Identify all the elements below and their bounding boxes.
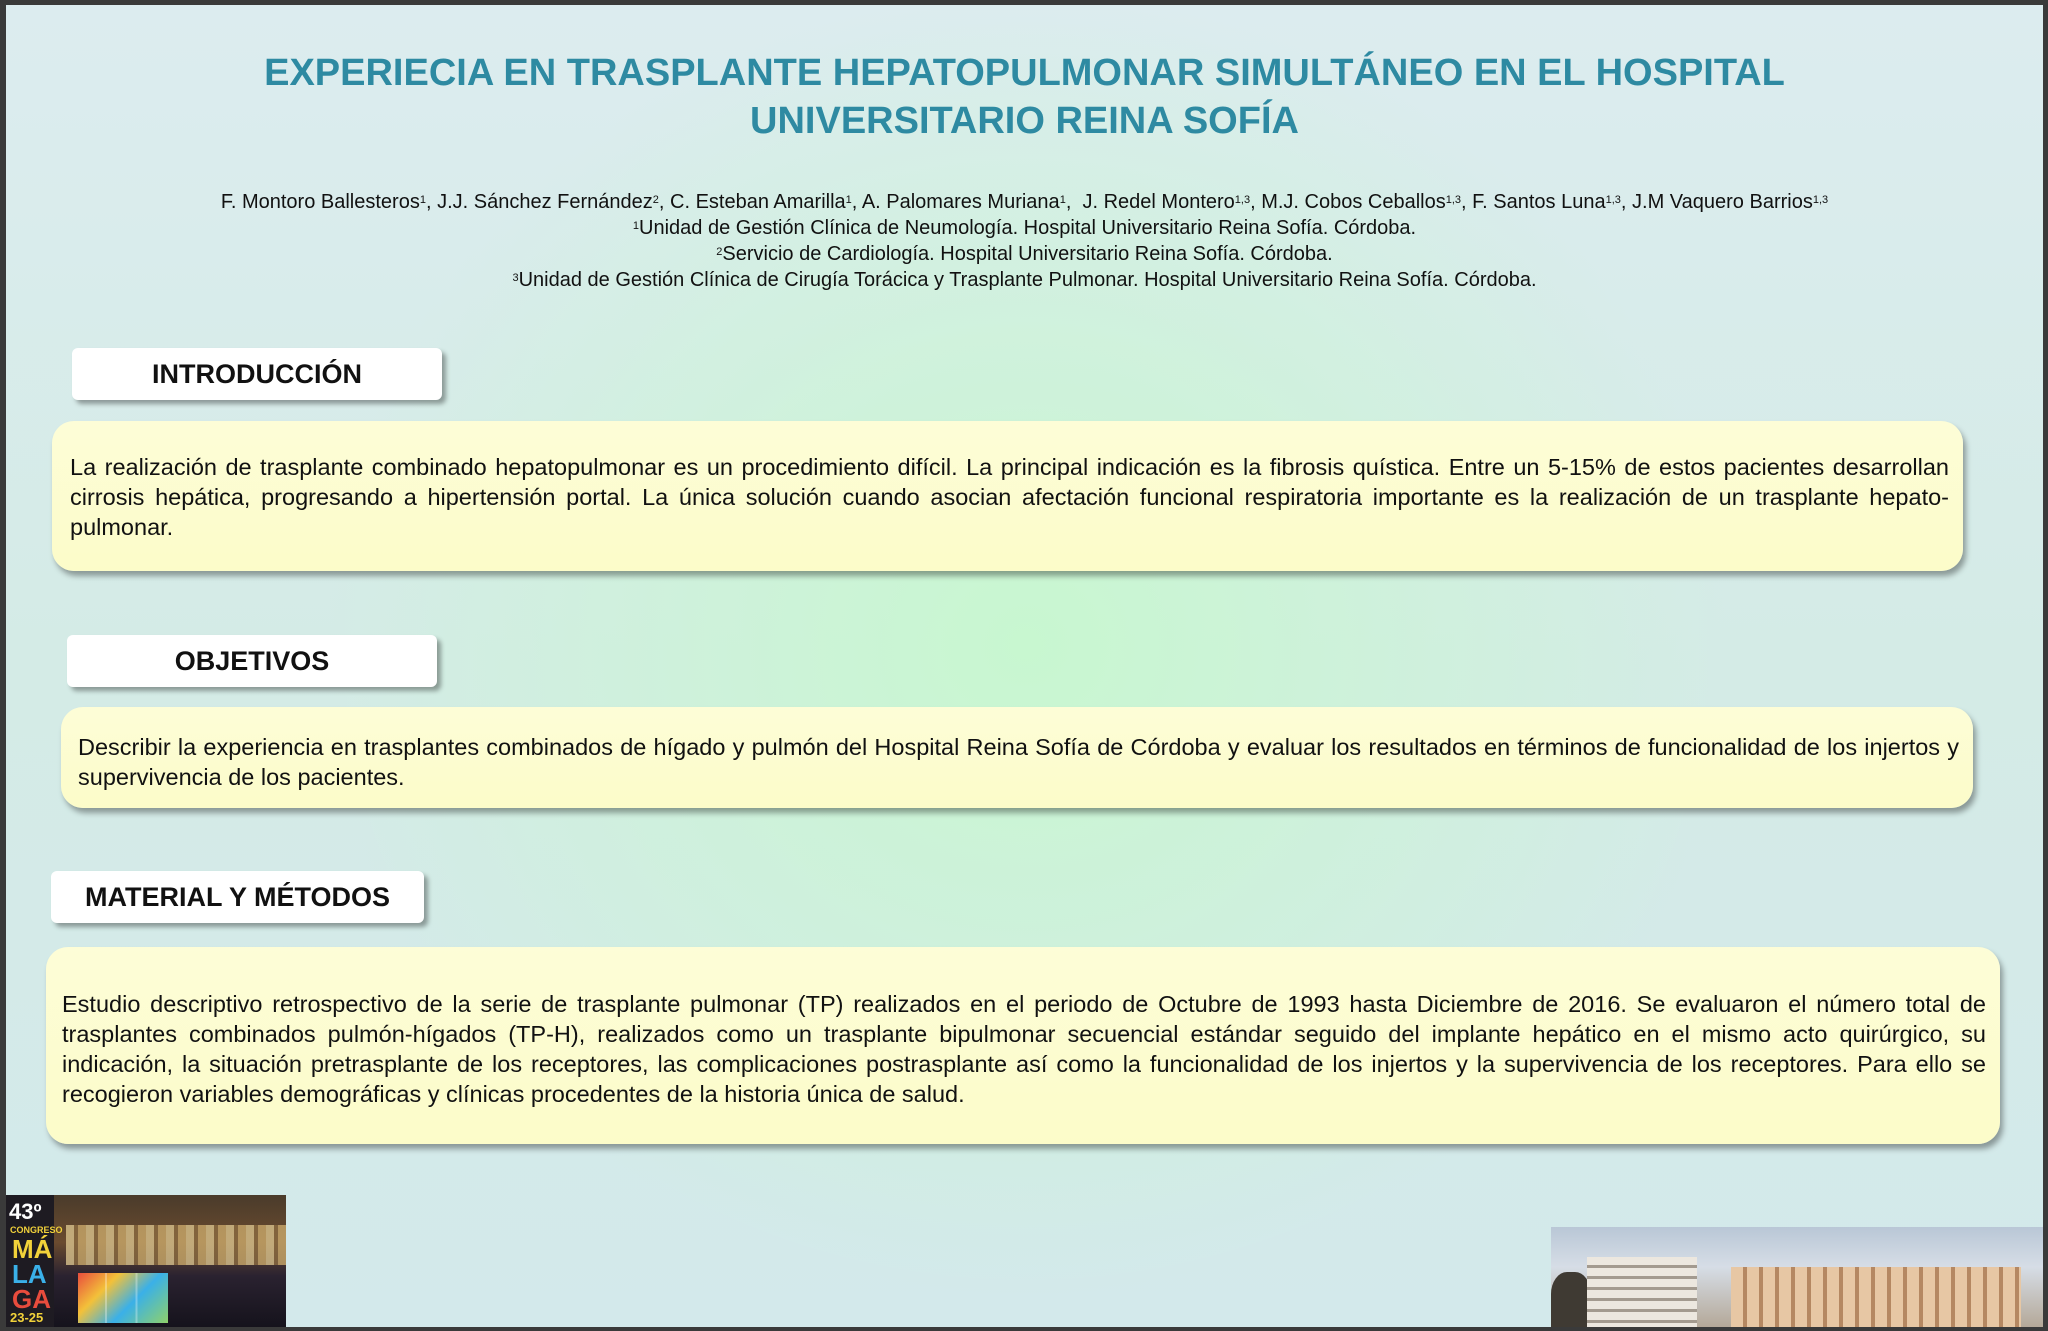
author-affiliation-marker: 1,3 <box>1234 194 1251 206</box>
author-name: J.M Vaquero Barrios <box>1632 191 1813 213</box>
author-affiliation-marker: 2 <box>652 194 659 206</box>
pompidou-cube-image <box>78 1273 168 1323</box>
author-name: M.J. Cobos Ceballos <box>1261 191 1446 213</box>
author-name: C. Esteban Amarilla <box>670 191 846 213</box>
author-affiliation-marker: 1,3 <box>1812 194 1829 206</box>
author-affiliation-marker: 1 <box>845 194 852 206</box>
hospital-building-white <box>1587 1257 1697 1327</box>
hospital-building-brick <box>1731 1267 2021 1327</box>
author-separator: , <box>851 191 862 213</box>
author-affiliation-marker: 1 <box>1059 194 1066 206</box>
tree-shape <box>1551 1272 1591 1327</box>
city-line-2: LA <box>12 1259 47 1289</box>
city-line-1: MÁ <box>12 1234 53 1264</box>
author-affiliation-marker: 1,3 <box>1445 194 1462 206</box>
author-separator: , <box>658 191 671 213</box>
author-separator: , <box>1620 191 1633 213</box>
affiliation-3 <box>6 267 2043 293</box>
congress-badge <box>6 1195 63 1327</box>
congress-logo <box>6 1195 286 1327</box>
title-line-2: UNIVERSITARIO REINA SOFÍA <box>750 100 1299 142</box>
affiliation-2 <box>6 241 2043 267</box>
author-name: F. Santos Luna <box>1472 191 1606 213</box>
affiliation-text: Unidad de Gestión Clínica de Cirugía Torácica y Trasplante Pulmonar. Hospital Universitario Reina Sofía. Córdoba. <box>518 269 1537 291</box>
affiliation-1 <box>6 215 2043 241</box>
author-separator: , <box>1461 191 1473 213</box>
affiliation-text: Unidad de Gestión Clínica de Neumología. Hospital Universitario Reina Sofía. Córdoba. <box>639 217 1417 239</box>
congress-dates: 23-25 <box>10 1310 44 1325</box>
hospital-photo <box>1551 1227 2043 1327</box>
author-affiliation-marker: 1 <box>419 194 426 206</box>
title-line-1: EXPERIECIA EN TRASPLANTE HEPATOPULMONAR SIMULTÁNEO EN EL HOSPITAL <box>264 52 1785 94</box>
section-heading-introduccion: INTRODUCCIÓN <box>72 348 442 400</box>
author-list <box>6 189 2043 215</box>
city-line-3: GA <box>12 1284 51 1314</box>
section-heading-material-metodos: MATERIAL Y MÉTODOS <box>51 871 424 923</box>
affiliation-text: Servicio de Cardiología. Hospital Universitario Reina Sofía. Córdoba. <box>722 243 1333 265</box>
author-separator: , <box>1065 191 1083 213</box>
author-separator: , <box>1250 191 1262 213</box>
section-body-objetivos: Describir la experiencia en trasplantes combinados de hígado y pulmón del Hospital Reina Sofía de Córdoba y evaluar los resultados en términos de funcionalidad de los injertos y supervivencia de los pacientes. <box>61 707 1973 808</box>
city-skyline-image <box>66 1225 286 1265</box>
congress-label: CONGRESO <box>10 1225 63 1235</box>
poster <box>6 5 2043 1327</box>
section-body-introduccion: La realización de trasplante combinado hepatopulmonar es un procedimiento difícil. La principal indicación es la fibrosis quística. Entre un 5-15% de estos pacientes desarrollan cirrosis hepática, progresando a hipertensión portal. La única solución cuando asocian afectación funcional respiratoria importante es la realización de un trasplante hepato-pulmonar. <box>52 421 1963 571</box>
section-heading-objetivos: OBJETIVOS <box>67 635 437 687</box>
author-separator: , <box>425 191 438 213</box>
congress-number: 43º <box>9 1199 42 1224</box>
author-name: F. Montoro Ballesteros <box>220 191 420 213</box>
author-name: J. Redel Montero <box>1082 191 1235 213</box>
author-name: J.J. Sánchez Fernández <box>437 191 653 213</box>
author-name: A. Palomares Muriana <box>861 191 1060 213</box>
section-body-material-metodos: Estudio descriptivo retrospectivo de la serie de trasplante pulmonar (TP) realizados en el periodo de Octubre de 1993 hasta Diciembre de 2016. Se evaluaron el número total de trasplantes combinados pulmón-hígados (TP-H), realizados como un trasplante bipulmonar secuencial estándar seguido del implante hepático en el mismo acto quirúrgico, su indicación, la situación pretrasplante de los receptores, las complicaciones postrasplante así como la funcionalidad de los injertos y la supervivencia de los receptores. Para ello se recogieron variables demográficas y clínicas procedentes de la historia única de salud. <box>46 947 2000 1144</box>
affiliation-marker: 1 <box>632 220 640 232</box>
congress-city <box>12 1234 53 1314</box>
poster-title <box>6 49 2043 145</box>
affiliation-marker: 2 <box>716 246 723 258</box>
authors-block <box>6 189 2043 293</box>
affiliation-marker: 3 <box>512 272 519 284</box>
author-affiliation-marker: 1,3 <box>1605 194 1621 206</box>
